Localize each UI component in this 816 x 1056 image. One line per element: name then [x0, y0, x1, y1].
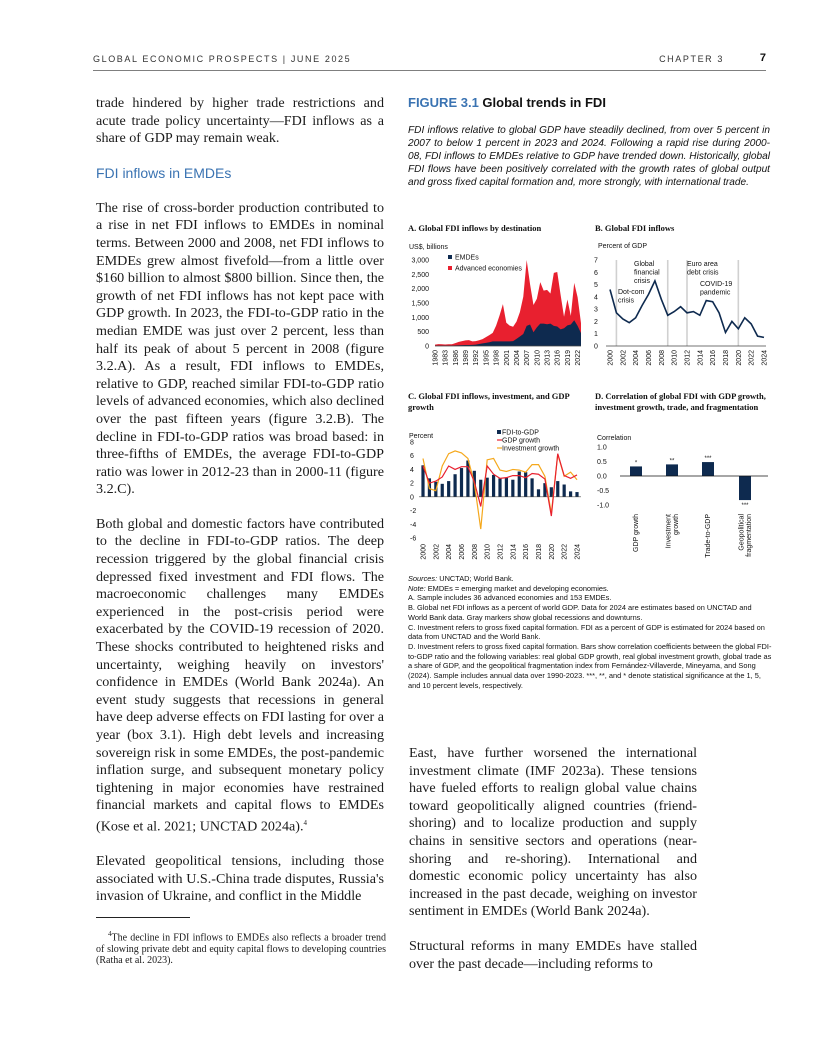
annotation-label: Euro area — [687, 261, 718, 268]
y-axis-label: Percent of GDP — [598, 243, 648, 250]
x-tick-label: 1989 — [463, 350, 471, 366]
x-tick-label: 1998 — [493, 350, 501, 366]
x-tick-label: 2020 — [735, 350, 743, 366]
y-tick-label: 3,000 — [411, 257, 429, 265]
annotation-label: pandemic — [700, 289, 731, 297]
significance-marker: *** — [741, 503, 749, 510]
y-tick-label: -4 — [410, 521, 417, 529]
note-c: C. Investment refers to gross fixed capital formation. FDI as a percent of GDP is estimated for 2024 based on data from UNCTAD and the World Bank. — [408, 622, 765, 642]
left-column — [96, 95, 384, 923]
x-tick-label: 2004 — [446, 544, 454, 560]
panel-b-title: B. Global FDI inflows — [595, 223, 675, 233]
correlation-bar — [739, 476, 751, 500]
fdi-bar — [530, 478, 533, 497]
footnote — [96, 929, 386, 966]
fdi-bar — [556, 481, 559, 497]
note-label: Note: — [408, 583, 426, 593]
paragraph: East, have further worsened the international investment climate (IMF 2023a). These tensions have fueled efforts to realign global value chains toward geopolitically aligned countries (friend-shoring) and to localize production and supply chains in sensitive sectors and operations (near-shoring and re-shoring). International and domestic economic policy uncertainty has also increased in the past decade, weighing on investor sentiment in EMDEs (World Bank 2024a). — [409, 745, 697, 920]
legend-swatch-fdi — [497, 430, 501, 434]
category-label: Investment — [665, 514, 673, 549]
annotation-label: financial — [634, 269, 660, 277]
significance-marker: ** — [669, 458, 675, 465]
x-tick-label: 2019 — [564, 350, 572, 366]
note-b: B. Global net FDI inflows as a percent of world GDP. Data for 2024 are estimates based on UNCTAD and World Bank data. Gray markers show global recessions and downturns. — [408, 603, 752, 622]
x-tick-label: 2022 — [748, 350, 756, 366]
x-tick-label: 2014 — [510, 544, 518, 560]
chapter-label: CHAPTER 3 — [659, 54, 724, 64]
sources-line — [408, 574, 772, 584]
annotation-label: crisis — [618, 297, 634, 305]
x-tick-label: 2002 — [620, 350, 628, 366]
fdi-bar — [498, 478, 501, 497]
footnote-number: 4 — [108, 930, 112, 938]
note-text: EMDEs = emerging market and developing economies. — [427, 583, 609, 593]
y-tick-label: 4 — [410, 466, 414, 474]
x-tick-label: 2004 — [633, 350, 641, 366]
category-label: Trade-to-GDP — [705, 514, 712, 558]
x-tick-label: 2008 — [658, 350, 666, 366]
chart-b — [590, 238, 775, 378]
x-tick-label: 2008 — [471, 544, 479, 560]
x-tick-label: 2016 — [523, 544, 531, 560]
x-tick-label: 2010 — [671, 350, 679, 366]
y-axis-label: US$, billions — [409, 244, 448, 251]
y-tick-label: 1,500 — [411, 300, 429, 308]
note-a: A. Sample includes 36 advanced economies and 153 EMDEs. — [408, 593, 612, 603]
fdi-bar — [511, 480, 514, 497]
x-tick-label: 2010 — [534, 350, 542, 366]
figure-notes — [408, 574, 772, 690]
y-axis-label: Percent — [409, 433, 434, 440]
fdi-bar — [466, 461, 469, 497]
legend-label-emdes: EMDEs — [455, 254, 479, 262]
paragraph: Elevated geopolitical tensions, including those associated with U.S.-China trade disputes, Russia's invasion of Ukraine, and conflict in the Middle — [96, 853, 384, 905]
legend-swatch-advanced — [448, 266, 452, 270]
chart-d — [590, 420, 775, 570]
figure-number: FIGURE 3.1 — [408, 95, 479, 110]
paragraph: trade hindered by higher trade restrictions and acute trade policy uncertainty—FDI inflows as a share of GDP may remain weak. — [96, 95, 384, 147]
x-tick-label: 2014 — [697, 350, 705, 366]
y-tick-label: 5 — [594, 282, 598, 290]
paragraph: Structural reforms in many EMDEs have stalled over the past decade—including reforms to — [409, 937, 697, 972]
x-tick-label: 1983 — [442, 350, 450, 366]
annotation-label: Global — [634, 261, 655, 268]
sources-label: Sources: — [408, 574, 438, 583]
annotation-label: debt crisis — [687, 269, 719, 277]
x-tick-label: 2001 — [503, 350, 511, 366]
footnote-divider — [96, 917, 190, 918]
y-tick-label: 2 — [410, 480, 414, 488]
legend-label-fdi: FDI-to-GDP — [502, 429, 539, 437]
correlation-bar — [630, 466, 642, 476]
fdi-bar — [524, 472, 527, 497]
x-tick-label: 2016 — [710, 350, 718, 366]
x-tick-label: 2000 — [420, 544, 428, 560]
y-tick-label: 1.0 — [597, 444, 607, 452]
footnote-ref[interactable]: 4 — [303, 818, 307, 827]
annotation-label: crisis — [634, 278, 650, 285]
correlation-bar — [702, 462, 714, 476]
x-tick-label: 2000 — [607, 350, 615, 366]
y-tick-label: 0 — [594, 343, 598, 351]
note-line — [408, 584, 772, 594]
x-tick-label: 1980 — [432, 350, 440, 366]
y-tick-label: 0.0 — [597, 473, 607, 481]
x-tick-label: 2018 — [536, 544, 543, 560]
significance-marker: * — [634, 460, 638, 467]
chart-c — [405, 420, 590, 570]
paragraph-text: Both global and domestic factors have contributed to the decline in FDI-to-GDP ratios. The deep recession triggered by the global financial crisis depressed fixed investment and FDI flows. The macroeconomic challenges many EMDEs experienced in the post-crisis period were exacerbated by the COVID-19 recession of 2020. These shocks contributed to heightened risks and uncertainty, weighing heavily on investors' confidence in EMDEs (World Bank 2024a). An event study suggests that recessions in general have deep adverse effects on FDI lasting for over a year (box 3.1). High debt levels and increasing sovereign risk in some EMDEs, the post-pandemic inflation surge, and subsequent monetary policy tightening in major economies have restrained financial markets and capital flows to EMDEs (Kose et al. 2021; UNCTAD 2024a). — [96, 515, 384, 835]
paragraph — [96, 516, 384, 836]
x-tick-label: 2022 — [575, 350, 583, 366]
y-tick-label: 1,000 — [411, 314, 429, 322]
x-tick-label: 2002 — [433, 544, 441, 560]
legend-label-investment: Investment growth — [502, 445, 560, 453]
correlation-bar — [666, 464, 678, 476]
x-tick-label: 2007 — [524, 350, 532, 366]
x-tick-label: 2012 — [497, 544, 505, 560]
y-tick-label: -2 — [410, 508, 417, 516]
y-tick-label: 6 — [594, 269, 598, 277]
fdi-bar — [447, 481, 450, 497]
fdi-bar — [492, 475, 495, 497]
section-heading: FDI inflows in EMDEs — [96, 164, 232, 181]
y-tick-label: 3 — [594, 306, 598, 314]
paragraph: The rise of cross-border production contributed to a rise in net FDI inflows to EMDEs in nominal terms. Between 2000 and 2008, net FDI inflows to EMDEs grew almost fivefold—from a little over $160 billion to almost $800 billion. Since then, the growth of net FDI inflows has not kept pace with GDP growth. In 2023, the FDI-to-GDP ratio in the median EMDE was just over 2 percent, less than half its peak of about 5 percent in 2008 (figure 3.2.A). As a result, FDI inflows to EMDEs, relative to GDP, reached similar FDI-to-GDP ratio levels of advanced economies, which also declined over the past fifteen years (figure 3.2.B). The decline in FDI-to-GDP ratios was broad based: in three-fifths of EMDEs, the average FDI-to-GDP ratio was lower in 2012-23 than in 2000-11 (figure 3.2.C). — [96, 199, 384, 498]
fdi-bar — [479, 480, 482, 497]
fdi-bar — [453, 474, 456, 497]
y-tick-label: 2,000 — [411, 286, 429, 294]
running-header — [93, 52, 766, 71]
y-tick-label: 8 — [410, 439, 414, 447]
x-tick-label: 2024 — [761, 350, 769, 366]
figure-box — [408, 95, 770, 190]
x-tick-label: 2004 — [513, 350, 521, 366]
significance-marker: *** — [704, 456, 712, 463]
y-tick-label: 0 — [425, 343, 429, 351]
y-tick-label: 2,500 — [411, 271, 429, 279]
legend-swatch-emdes — [448, 255, 452, 259]
y-tick-label: -1.0 — [597, 502, 610, 510]
category-label: GDP growth — [633, 514, 640, 552]
figure-title-text: Global trends in FDI — [482, 95, 606, 110]
category-label: fragmentation — [745, 514, 753, 557]
page-number: 7 — [759, 52, 766, 64]
legend-label-advanced: Advanced economies — [455, 265, 522, 273]
fdi-bar — [537, 489, 540, 497]
figure-title — [408, 95, 770, 110]
fdi-bar — [575, 492, 578, 497]
category-label: Geopolitical — [738, 514, 746, 551]
fdi-bar — [550, 487, 553, 497]
annotation-label: Dot-com — [618, 289, 645, 296]
x-tick-label: 1986 — [452, 350, 460, 366]
x-tick-label: 1995 — [483, 350, 491, 366]
publication-title: GLOBAL ECONOMIC PROSPECTS | JUNE 2025 — [93, 54, 352, 64]
footnote-text: The decline in FDI inflows to EMDEs also reflects a broader trend of slowing private debt and equity capital flows to developing countries (Ratha et al. 2023). — [96, 932, 386, 966]
y-tick-label: 500 — [417, 329, 429, 337]
y-tick-label: 2 — [594, 318, 598, 326]
panel-a-title: A. Global FDI inflows by destination — [408, 223, 542, 233]
x-tick-label: 2018 — [723, 350, 730, 366]
y-tick-label: 7 — [594, 257, 598, 265]
legend-label-gdp: GDP growth — [502, 437, 540, 445]
fdi-bar — [563, 485, 566, 497]
annotation-label: COVID-19 — [700, 281, 733, 288]
panel-c-title: C. Global FDI inflows, investment, and GDP growth — [408, 391, 570, 412]
fdi-bar — [486, 478, 489, 497]
y-tick-label: 1 — [594, 331, 598, 339]
y-tick-label: -6 — [410, 535, 417, 543]
fdi-bar — [505, 478, 508, 497]
y-tick-label: 6 — [410, 453, 414, 461]
y-tick-label: 0.5 — [597, 459, 607, 466]
note-d: D. Investment refers to gross fixed capital formation. Bars show correlation coefficients between the global FDI-to-GDP ratio and the following variables: real global GDP growth, real global investment growth, global trade as a share of GDP, and the geopolitical fragmentation index from Fernández-Villaverde, Mineyama, and Song (2024). Sample includes annual data over 1990-2023. ***, **, and * denote statistical significance at the 1, 5, and 10 percent levels, respectively. — [408, 641, 772, 690]
category-label: growth — [672, 514, 680, 536]
fdi-bar — [460, 468, 463, 497]
fdi-bar — [441, 484, 444, 497]
y-tick-label: -0.5 — [597, 488, 610, 495]
x-tick-label: 2022 — [561, 544, 569, 560]
x-tick-label: 2010 — [484, 544, 492, 560]
y-tick-label: 4 — [594, 294, 598, 302]
x-tick-label: 2012 — [684, 350, 692, 366]
x-tick-label: 1992 — [473, 350, 481, 366]
x-tick-label: 2006 — [646, 350, 653, 366]
x-tick-label: 2016 — [554, 350, 562, 366]
x-tick-label: 2020 — [548, 544, 556, 560]
chart-a — [405, 238, 590, 378]
x-tick-label: 2024 — [574, 544, 582, 560]
y-tick-label: 0 — [410, 494, 414, 502]
fdi-bar — [569, 491, 572, 496]
y-axis-label: Correlation — [597, 435, 632, 442]
x-tick-label: 2013 — [544, 350, 552, 366]
right-column — [409, 745, 697, 990]
x-tick-label: 2006 — [459, 544, 466, 560]
figure-subtitle: FDI inflows relative to global GDP have steadily declined, from over 5 percent in 2007 to below 1 percent in 2023 and 2024. Following a rapid rise during 2000-08, FDI inflows to EMDEs relative to GDP have trended down. Historically, global FDI flows have been positively correlated with the growth rates of global output and gross fixed capital formation and, more strongly, with international trade. — [408, 125, 770, 188]
sources-text: UNCTAD; World Bank. — [439, 574, 514, 583]
panel-d-title: D. Correlation of global FDI with GDP growth, investment growth, trade, and fragmentation — [595, 391, 766, 412]
